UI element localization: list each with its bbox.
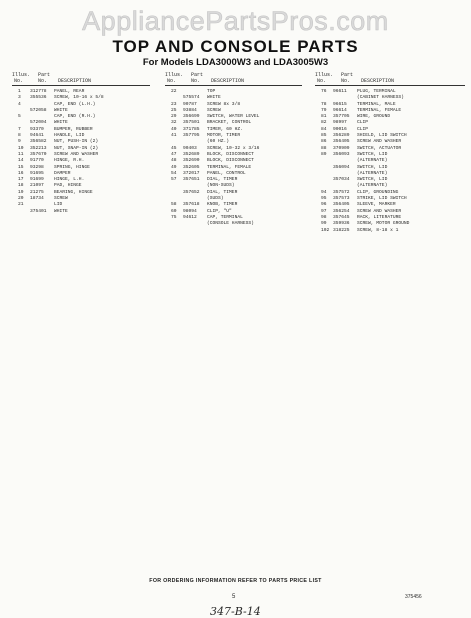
- part-description: SCREW AND WASHER: [357, 208, 402, 214]
- part-no: 352605: [183, 164, 200, 170]
- page-number: 5: [232, 594, 236, 600]
- illus-no: 97: [321, 208, 327, 214]
- part-no: 575574: [183, 95, 200, 101]
- part-no: 93884: [183, 107, 197, 113]
- illus-no: 81: [321, 114, 327, 120]
- illus-no: 8: [18, 133, 21, 139]
- part-description: SCREW, MOTOR GROUND: [357, 221, 410, 227]
- part-description: SWITCH, LID: [357, 177, 388, 183]
- part-description: SHIELD, LID SWITCH: [357, 133, 407, 139]
- part-description: SWITCH, LID: [357, 164, 388, 170]
- part-description: SCREW, 10-32 x 3/16: [207, 145, 260, 151]
- hdr-no2: No.: [341, 78, 351, 84]
- illus-no: 78: [321, 101, 327, 107]
- illus-no: 14: [18, 158, 24, 164]
- part-no: 91699: [30, 177, 44, 183]
- part-description: HANDLE, LID: [54, 133, 85, 139]
- part-no: 94641: [30, 133, 44, 139]
- handwritten-note: 347-B-14: [210, 605, 261, 618]
- part-description: (SUDS): [207, 196, 224, 202]
- part-description: CLIP: [357, 120, 369, 126]
- illus-no: 96: [321, 202, 327, 208]
- part-no: 91770: [30, 158, 44, 164]
- illus-no: 32: [171, 120, 177, 126]
- part-description: (NON-SUDS): [207, 183, 235, 189]
- part-no: 356405: [333, 202, 350, 208]
- part-no: 370909: [333, 145, 350, 151]
- part-no: 356582: [30, 139, 47, 145]
- illus-no: 47: [171, 151, 177, 157]
- illus-no: 88: [321, 145, 327, 151]
- part-description: TIMER, 60 HZ.: [207, 126, 243, 132]
- part-description: SCREW AND WASHER: [357, 139, 402, 145]
- part-description: BLOCK, DISCONNECT: [207, 158, 254, 164]
- part-no: 357645: [333, 214, 350, 220]
- part-description: HINGE, L.H.: [54, 177, 85, 183]
- illus-no: 79: [321, 107, 327, 113]
- part-description: SLEEVE, MARKER: [357, 202, 396, 208]
- hdr-part: Part: [341, 72, 354, 78]
- illus-no: 10: [18, 145, 24, 151]
- part-description: SCREW, 10-16 x 5/8: [54, 95, 104, 101]
- part-no: 375401: [30, 208, 47, 214]
- hdr-part: Part: [191, 72, 204, 78]
- part-description: SCREW AND WASHER: [54, 151, 99, 157]
- part-description: SCREW: [207, 107, 221, 113]
- illus-no: 21: [18, 202, 24, 208]
- illus-no: 75: [171, 214, 177, 220]
- part-description: SWITCH, ACTUATOR: [357, 145, 402, 151]
- part-row: [315, 228, 465, 234]
- part-description: SPRING, HINGE: [54, 164, 90, 170]
- part-no: 93298: [30, 164, 44, 170]
- part-no: 357573: [333, 196, 350, 202]
- illus-no: 40: [171, 126, 177, 132]
- part-description: SCREW, 8-18 x 1: [357, 227, 399, 233]
- part-no: 356289: [333, 133, 350, 139]
- part-description: TERMINAL, FEMALE: [357, 107, 402, 113]
- part-description: PANEL, CONTROL: [207, 170, 246, 176]
- part-no: 372017: [183, 170, 200, 176]
- part-description: SCREW: [54, 196, 68, 202]
- part-no: 357501: [183, 120, 200, 126]
- part-no: 98997: [333, 120, 347, 126]
- hdr-no2: No.: [191, 78, 201, 84]
- illus-no: 58: [171, 202, 177, 208]
- illus-no: 94: [321, 189, 327, 195]
- part-description: SCREW 8x 3/8: [207, 101, 241, 107]
- part-no: 91695: [30, 170, 44, 176]
- part-description: RACK, LITERATURE: [357, 214, 402, 220]
- part-no: 357652: [183, 189, 200, 195]
- part-description: CAP, TERMINAL: [207, 214, 243, 220]
- part-no: 21275: [30, 189, 44, 195]
- part-description: NUT, SNAP-IN (2): [54, 145, 99, 151]
- part-description: WHITE: [54, 107, 68, 113]
- part-no: 21097: [30, 183, 44, 189]
- illus-no: 89: [321, 151, 327, 157]
- illus-no: 1: [18, 89, 21, 94]
- part-description: PAD, HINGE: [54, 183, 82, 189]
- ordering-info-note: FOR ORDERING INFORMATION REFER TO PARTS PRICE LIST: [149, 578, 322, 584]
- illus-no: 15: [18, 164, 24, 170]
- hdr-no: No.: [167, 78, 177, 84]
- illus-no: 20: [18, 196, 24, 202]
- illus-no: 85: [321, 133, 327, 139]
- illus-no: 4: [18, 101, 21, 107]
- illus-no: 19: [18, 189, 24, 195]
- hdr-illus: Illus.: [12, 72, 31, 78]
- part-description: BUMPER, RUBBER: [54, 126, 93, 132]
- illus-no: 57: [171, 177, 177, 183]
- parts-column-3: [315, 72, 465, 234]
- illus-no: 76: [321, 89, 327, 94]
- part-no: 572058: [30, 107, 47, 113]
- part-no: 356254: [333, 208, 350, 214]
- part-no: 359936: [333, 221, 350, 227]
- part-description: KNOB, TIMER: [207, 202, 238, 208]
- part-no: 96614: [333, 107, 347, 113]
- part-row: [165, 221, 302, 227]
- part-no: 93370: [30, 126, 44, 132]
- hdr-no2: No.: [38, 78, 48, 84]
- part-description: BRACKET, CONTROL: [207, 120, 252, 126]
- illus-no: 54: [171, 170, 177, 176]
- part-description: PLUG, TERMINAL: [357, 89, 396, 94]
- part-description: (CABINET HARNESS): [357, 95, 404, 101]
- part-description: WHITE: [54, 208, 68, 214]
- illus-no: 49: [171, 164, 177, 170]
- column-header: [12, 72, 150, 86]
- part-description: WHITE: [207, 95, 221, 101]
- part-description: DIAL, TIMER: [207, 177, 238, 183]
- part-no: 572004: [30, 120, 47, 126]
- part-description: CLIP, "U": [207, 208, 232, 214]
- part-description: MOTOR, TIMER: [207, 133, 241, 139]
- illus-no: 45: [171, 145, 177, 151]
- part-no: 356093: [333, 151, 350, 157]
- part-no: 356094: [333, 164, 350, 170]
- part-no: 96611: [333, 89, 347, 94]
- part-description: LID: [54, 202, 63, 208]
- part-description: SWITCH, WATER LEVEL: [207, 114, 260, 120]
- part-description: WIRE, GROUND: [357, 114, 391, 120]
- illus-no: 29: [171, 114, 177, 120]
- part-no: 312778: [30, 89, 47, 94]
- page-subtitle: For Models LDA3000W3 and LDA3005W3: [142, 57, 329, 68]
- column-header: [315, 72, 465, 86]
- part-no: 18734: [30, 196, 44, 202]
- part-no: 318225: [333, 227, 350, 233]
- part-description: STRIKE, LID SWITCH: [357, 196, 407, 202]
- part-no: 356699: [183, 114, 200, 120]
- illus-no: 23: [171, 101, 177, 107]
- part-no: 98094: [183, 208, 197, 214]
- part-description: CLIP, GROUNDING: [357, 189, 399, 195]
- part-no: 356405: [333, 139, 350, 145]
- illus-no: 48: [171, 158, 177, 164]
- part-description: TOP: [207, 89, 216, 94]
- part-description: PANEL, REAR: [54, 89, 85, 94]
- part-no: 357572: [333, 189, 350, 195]
- part-no: 357795: [183, 133, 200, 139]
- document-number: 375456: [405, 594, 422, 600]
- part-no: 357670: [30, 151, 47, 157]
- part-description: (ALTERNATE): [357, 170, 388, 176]
- part-no: 90016: [333, 126, 347, 132]
- part-description: DAMPER: [54, 170, 71, 176]
- part-description: BEARING, HINGE: [54, 189, 93, 195]
- part-no: 96615: [333, 101, 347, 107]
- part-no: 357618: [183, 202, 200, 208]
- illus-no: 5: [18, 114, 21, 120]
- hdr-description: DESCRIPTION: [361, 78, 395, 84]
- part-description: NUT, PUSH-IN (2): [54, 139, 99, 145]
- illus-no: 18: [18, 183, 24, 189]
- parts-column-1: [12, 72, 150, 215]
- part-no: 352213: [30, 145, 47, 151]
- part-no: 357705: [333, 114, 350, 120]
- part-no: 352690: [183, 158, 200, 164]
- part-description: WHITE: [54, 120, 68, 126]
- part-no: 357034: [333, 177, 350, 183]
- part-no: 90787: [183, 101, 197, 107]
- part-description: DIAL, TIMER: [207, 189, 238, 195]
- illus-no: 86: [321, 139, 327, 145]
- part-description: HINGE, R.H.: [54, 158, 85, 164]
- illus-no: 98: [321, 214, 327, 220]
- illus-no: 3: [18, 95, 21, 101]
- illus-no: 60: [171, 208, 177, 214]
- hdr-illus: Illus.: [315, 72, 334, 78]
- part-no: 90403: [183, 145, 197, 151]
- part-no: 94612: [183, 214, 197, 220]
- column-header: [165, 72, 302, 86]
- hdr-description: DESCRIPTION: [211, 78, 245, 84]
- part-description: CAP, END (L.H.): [54, 101, 96, 107]
- part-no: 371785: [183, 126, 200, 132]
- part-description: (CONSOLE HARNESS): [207, 221, 254, 227]
- hdr-illus: Illus.: [165, 72, 184, 78]
- part-no: 355536: [30, 95, 47, 101]
- part-description: (60 HZ.): [207, 139, 230, 145]
- hdr-no: No.: [14, 78, 24, 84]
- illus-no: 82: [321, 120, 327, 126]
- part-description: TERMINAL, MALE: [357, 101, 396, 107]
- part-no: 352689: [183, 151, 200, 157]
- hdr-description: DESCRIPTION: [58, 78, 92, 84]
- illus-no: 99: [321, 221, 327, 227]
- illus-no: 17: [18, 177, 24, 183]
- illus-no: 9: [18, 139, 21, 145]
- watermark: AppliancePartsPros.com: [82, 6, 389, 36]
- illus-no: 95: [321, 196, 327, 202]
- parts-column-2: [165, 72, 302, 228]
- illus-no: 25: [171, 107, 177, 113]
- part-no: 357651: [183, 177, 200, 183]
- part-description: (ALTERNATE): [357, 183, 388, 189]
- part-description: TERMINAL, FEMALE: [207, 164, 252, 170]
- hdr-no: No.: [317, 78, 327, 84]
- illus-no: 16: [18, 170, 24, 176]
- part-description: CAP, END (R.H.): [54, 114, 96, 120]
- part-row: [12, 209, 150, 215]
- part-description: BLOCK, DISCONNECT: [207, 151, 254, 157]
- part-description: (ALTERNATE): [357, 158, 388, 164]
- page-title: TOP AND CONSOLE PARTS: [112, 37, 359, 56]
- illus-no: 11: [18, 151, 24, 157]
- illus-no: 7: [18, 126, 21, 132]
- illus-no: 84: [321, 126, 327, 132]
- part-description: SWITCH, LID: [357, 151, 388, 157]
- illus-no: 102: [321, 227, 330, 233]
- hdr-part: Part: [38, 72, 51, 78]
- part-description: CLIP: [357, 126, 369, 132]
- illus-no: 41: [171, 133, 177, 139]
- illus-no: 22: [171, 89, 177, 94]
